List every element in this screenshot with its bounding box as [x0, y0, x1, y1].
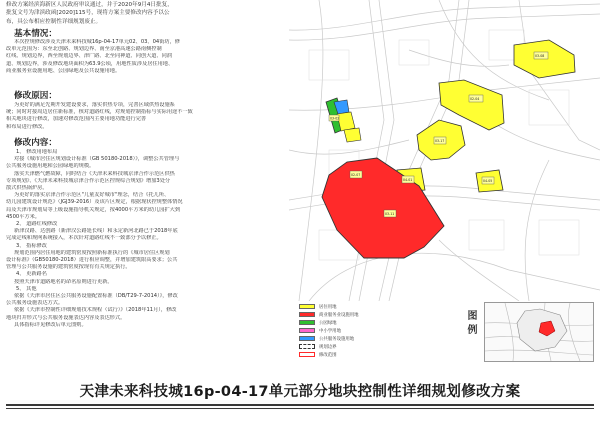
text-line: 规划范围内居住用地的建筑密度按照新标准执行的《城市居住区规划: [14, 249, 170, 256]
text-line: 依据《天津市居住区公共服务设施配置标准（DB/T29-7-2014）》，修改: [14, 293, 178, 300]
page-title: 天津未来科技城16p-04-17单元部分地块控制性详细规划修改方案: [79, 384, 521, 400]
legend-label: 公共服务设施用地: [319, 336, 355, 342]
text-line: 3、 指标修改: [16, 242, 47, 249]
legend-swatch: [299, 336, 315, 341]
text-line: 新津汉路、达创路（新津汉公路延长线）和永定新河北路已于2018年底: [14, 228, 178, 235]
legend-swatch: [299, 328, 315, 333]
legend-label: 规划边界: [319, 344, 337, 350]
text-line: 公共服务设施表达方式。: [6, 300, 64, 307]
legend-title: 图例: [465, 310, 476, 338]
residential-parcel-west-2: [344, 128, 361, 142]
parcel-label: 03-08: [535, 54, 545, 58]
legend-swatch: [299, 352, 315, 357]
legend-label: 中小学用地: [319, 328, 341, 334]
commercial-parcel: [322, 158, 444, 258]
reason-section-text: [6, 102, 282, 131]
text-line: 4500平方米。: [6, 213, 40, 220]
legend-swatch: [299, 320, 315, 325]
legend-swatch: [299, 344, 315, 349]
legend-swatch: [299, 312, 315, 317]
parcel-label: 04-01: [403, 178, 413, 182]
parcel-label: 02-07: [351, 173, 361, 177]
text-line: 落实天津燃气燃故障，同时结合《天津未来科技城京津合作示范区供热: [14, 170, 175, 177]
text-line: 2、 道路红线修改: [16, 221, 58, 228]
text-line: 散式供热锅炉房。: [6, 185, 48, 192]
text-line: 1、 修改用地布局: [16, 149, 58, 155]
parcel-label: 04-05: [483, 179, 493, 183]
title-divider: [6, 408, 594, 409]
text-line: 地块归并形式与公共服务设施表达内容及表达形式。: [6, 314, 126, 321]
legend-item: [299, 311, 359, 318]
text-line: 和布局进行修改。: [6, 123, 48, 130]
site-map-svg: [289, 0, 600, 301]
basic-section-text: [6, 39, 282, 75]
text-line: 为更好的满足先期开发建设要求，落实供热专项，完善区域供热设施系: [14, 102, 175, 108]
text-line: 统；同时对接周边居住新标准，核对道路红线，对规划控制指标与实际用途不一致: [6, 109, 193, 116]
text-line: 相关地块进行修改，加速对修改范围内主要用地功能进行完善: [6, 116, 147, 123]
parcel-label: 03-17: [435, 139, 445, 143]
text-line: 4、 更新路名: [16, 271, 47, 278]
map-legend: [289, 301, 468, 359]
notice-line: 修改方案经滨海新区人民政府审议通过，并于2020年9月4日批复，: [6, 2, 173, 8]
legend-swatch: [299, 304, 315, 309]
site-map: [289, 0, 600, 301]
text-line: 专项规划》、《天津未来科技城京津合作示范区控规综合规划》增加3处分: [6, 177, 171, 184]
text-line: 5、 其他: [16, 285, 37, 292]
text-line: 改单元范围为：东至北创路、规划边界、南至京港高速公路南侧控制: [6, 46, 162, 53]
legend-label: 商业服务业设施用地: [319, 312, 359, 318]
text-line: 红线、规划边界，西至规划边界、津广路、北至同神道、同创大道、同润: [6, 53, 173, 60]
text-line: 管理与公共服务设施的建筑密度按现有有关规定执行。: [6, 264, 131, 271]
text-line: 具体指标详见修改后单元图则。: [14, 321, 87, 328]
content-section-title: 修改内容：: [14, 138, 57, 148]
approval-notice: [6, 1, 284, 26]
text-line: 设计标准》（GB50180-2018）进行相应调整，并增加建筑限高要求；公共: [6, 257, 178, 264]
notice-line: 批复文号为津滨政函[2020]115号，现将方案主要修改内容予以公: [6, 10, 170, 17]
text-line: 公共服务设施用地和公园绿地的规模。: [6, 163, 95, 170]
locator-map-svg: [485, 303, 593, 361]
text-line: 道、规划边界，涉及修改地块面积为63.9公顷，用地性质涉及居住用地、: [6, 60, 174, 67]
parcel-label: 03-11: [385, 212, 395, 216]
text-line: 按照天津市道路地名的命名原则进行更新。: [14, 278, 113, 285]
content-section-text: [6, 149, 282, 329]
text-line: 幼儿园建筑设计规范》（JGJ39-2016）及该片区规定，根据现状控规整体情况: [6, 199, 183, 206]
text-line: 为更好的落实京津合作示范区"儿童友好城市"理念，结合《托儿所、: [14, 192, 170, 199]
text-line: 依据《天津市控制性详细规划技术规程（试行）》（2018年11月），修改: [14, 307, 177, 314]
legend-item: [299, 319, 337, 326]
legend-label: 居住用地: [319, 304, 337, 310]
text-line: 对接《城市居住区规划设计标准（GB 50180-2018）》，调整公共管理与: [14, 156, 180, 163]
legend-item: [299, 327, 341, 334]
text-line: 完成定线和规网系统接入，本次针对道路红线不一致部分予以修正。: [6, 235, 162, 242]
locator-map: [484, 302, 594, 362]
legend-label: 公园绿地: [319, 320, 337, 326]
text-line: 局及天津市规划局等上级设施指导机关规定，按4000平方米的幼儿园扩大到: [6, 206, 181, 213]
parcel-label: 02-04: [470, 97, 480, 101]
legend-item: [299, 343, 337, 350]
title-divider: [6, 404, 594, 406]
legend-item: [299, 351, 337, 358]
reason-section-title: 修改原因：: [14, 91, 57, 101]
legend-label: 修改范围: [319, 352, 337, 358]
parcel-label: 03-02: [330, 116, 340, 121]
notice-line: 布，具公布相应控制性详细规划废止。: [6, 18, 102, 25]
legend-item: [299, 303, 337, 310]
text-line: 商业服务业设施用地、公园绿地及公共设施用地。: [6, 67, 121, 74]
text-line: 本次控规修改涉及天津未来科技城16p-04-17单元02、03、04街坊，修: [14, 39, 180, 45]
basic-section-title: 基本情况：: [14, 29, 57, 39]
legend-item: [299, 335, 354, 342]
